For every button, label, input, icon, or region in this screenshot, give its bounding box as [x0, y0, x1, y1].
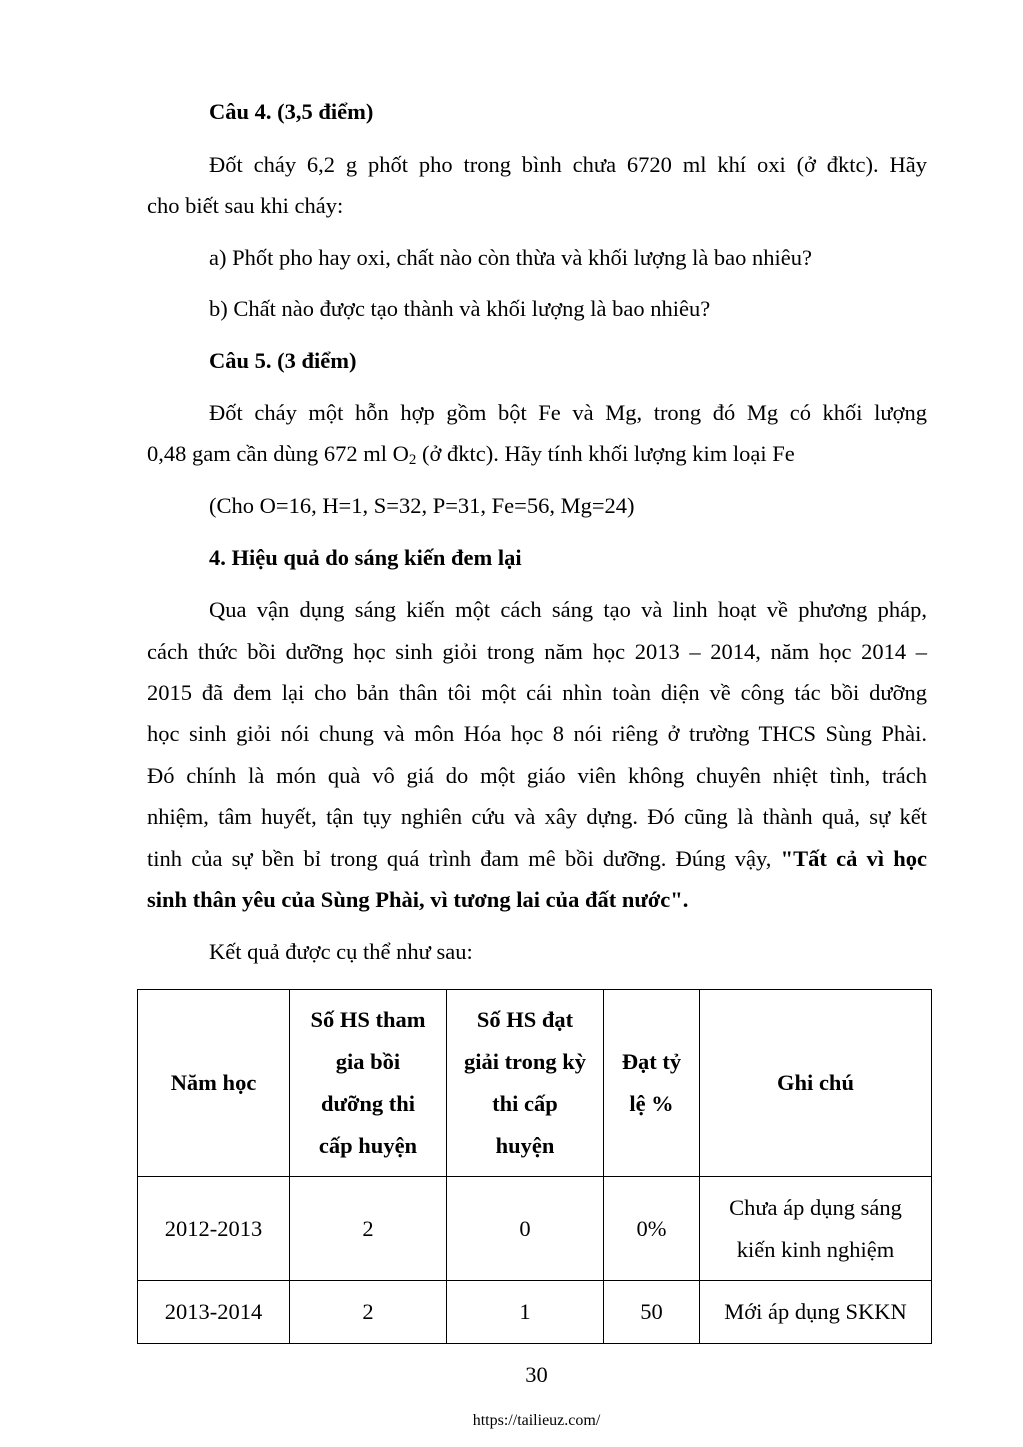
header-line: giải trong kỳ	[463, 1049, 587, 1074]
question-5-line-1: Đốt cháy một hỗn hợp gồm bột Fe và Mg, trong đó Mg có khối lượng	[209, 400, 927, 425]
header-participants	[290, 990, 447, 1177]
page-number: 30	[525, 1362, 548, 1387]
paragraph-line: học sinh giỏi nói chung và môn Hóa học 8 nói riêng ở trường THCS Sùng Phài.	[147, 721, 927, 746]
cell-participants: 2	[290, 1177, 447, 1281]
cell-note: Mới áp dụng SKKN	[700, 1281, 932, 1344]
paragraph-text: tinh của sự bền bỉ trong quá trình đam mê bồi dưỡng. Đúng vậy,	[147, 846, 781, 871]
cell-participants: 2	[290, 1281, 447, 1344]
question-4-part-a: a) Phốt pho hay oxi, chất nào còn thừa và khối lượng là bao nhiêu?	[209, 245, 813, 270]
question-4-title: Câu 4. (3,5 điểm)	[209, 99, 374, 124]
cell-year: 2013-2014	[138, 1281, 290, 1344]
paragraph-line: nhiệm, tâm huyết, tận tụy nghiên cứu và xây dựng. Đó cũng là thành quả, sự kết	[147, 804, 927, 829]
results-table	[137, 989, 932, 1344]
header-line: Đạt tỷ	[621, 1049, 682, 1074]
header-line: thi cấp	[492, 1091, 558, 1116]
cell-note	[700, 1177, 932, 1281]
cell-rate: 50	[604, 1281, 700, 1344]
footer-url: https://tailieuz.com/	[472, 1412, 601, 1429]
question-5-line-2-end: (ở đktc). Hãy tính khối lượng kim loại Fe	[416, 441, 795, 466]
paragraph-line: Qua vận dụng sáng kiến một cách sáng tạo và linh hoạt về phương pháp,	[209, 597, 927, 622]
question-4-part-b: b) Chất nào được tạo thành và khối lượng là bao nhiêu?	[209, 296, 711, 321]
question-5-title: Câu 5. (3 điểm)	[209, 348, 357, 373]
question-5-line-2-start: 0,48 gam cần dùng 672 ml O	[147, 441, 409, 466]
table-row	[138, 1281, 932, 1344]
header-winners	[447, 990, 604, 1177]
cell-rate: 0%	[604, 1177, 700, 1281]
question-5-given-masses: (Cho O=16, H=1, S=32, P=31, Fe=56, Mg=24)	[209, 493, 635, 518]
paragraph-line-with-quote	[147, 844, 927, 874]
header-line: huyện	[495, 1133, 555, 1158]
question-5-line-2	[147, 439, 927, 469]
note-line: Chưa áp dụng sáng	[729, 1194, 902, 1220]
question-4-line-2: cho biết sau khi cháy:	[147, 193, 344, 218]
header-school-year: Năm học	[138, 990, 290, 1177]
oxygen-subscript: 2	[408, 452, 417, 468]
cell-winners: 0	[447, 1177, 604, 1281]
header-line: gia bồi	[335, 1049, 401, 1074]
header-note: Ghi chú	[700, 990, 932, 1177]
cell-year: 2012-2013	[138, 1177, 290, 1281]
header-line: lệ %	[629, 1091, 674, 1116]
quote-end: sinh thân yêu của Sùng Phài, vì tương lai của đất nước".	[147, 887, 689, 912]
results-intro: Kết quả được cụ thể như sau:	[209, 939, 473, 964]
quote-start: "Tất cả vì học	[780, 846, 928, 871]
table-row	[138, 1177, 932, 1281]
paragraph-line: cách thức bồi dưỡng học sinh giỏi trong năm học 2013 – 2014, năm học 2014 –	[147, 639, 927, 664]
table-header-row	[138, 990, 932, 1177]
header-line: dưỡng thi	[320, 1091, 416, 1116]
header-line: Số HS tham	[310, 1007, 426, 1032]
header-line: cấp huyện	[318, 1133, 418, 1158]
question-4-line-1: Đốt cháy 6,2 g phốt pho trong bình chưa 6720 ml khí oxi (ở đktc). Hãy	[209, 152, 927, 177]
header-rate	[604, 990, 700, 1177]
cell-winners: 1	[447, 1281, 604, 1344]
note-line: kiến kinh nghiệm	[736, 1236, 895, 1262]
header-line: Số HS đạt	[476, 1007, 574, 1032]
paragraph-line: 2015 đã đem lại cho bản thân tôi một cái nhìn toàn diện về công tác bồi dưỡng	[147, 680, 927, 705]
paragraph-line: Đó chính là món quà vô giá do một giáo viên không chuyên nhiệt tình, trách	[147, 763, 927, 788]
section-4-heading: 4. Hiệu quả do sáng kiến đem lại	[209, 545, 522, 570]
